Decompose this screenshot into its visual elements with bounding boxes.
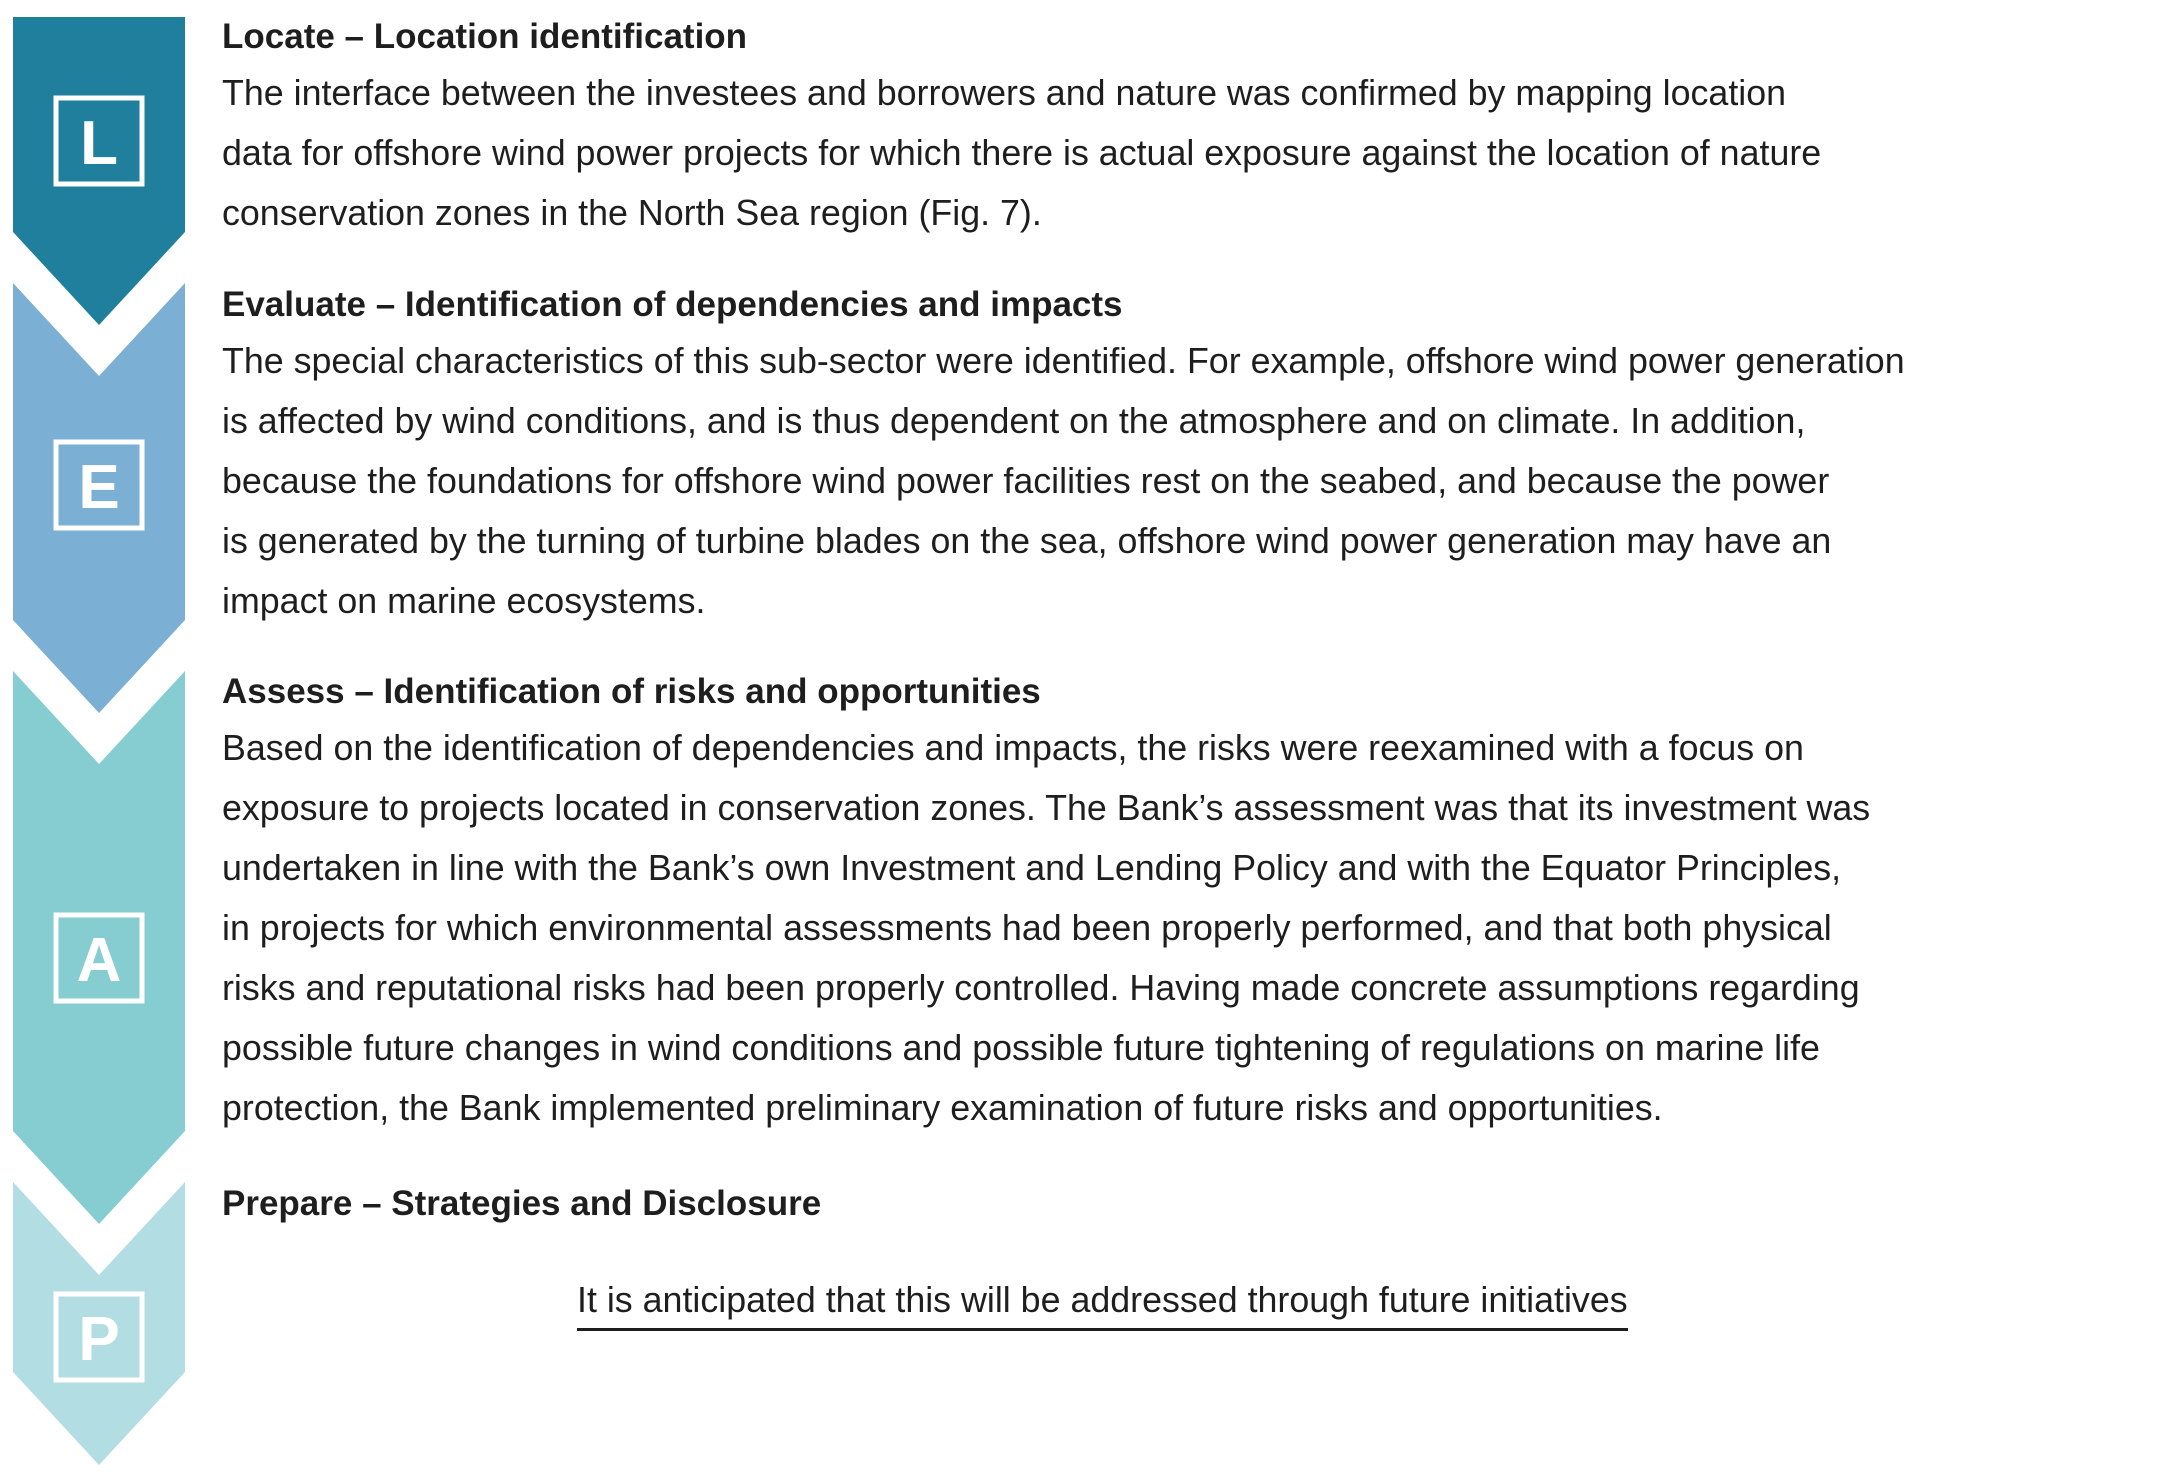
- locate-letter: L: [80, 109, 118, 178]
- assess-description-line: Based on the identification of dependencies and impacts, the risks were reexamined with a focus on: [222, 728, 1804, 768]
- assess-description-line: undertaken in line with the Bank’s own Investment and Lending Policy and with the Equator Principles,: [222, 848, 1842, 888]
- prepare-note-wrapper: [577, 1278, 1628, 1331]
- locate-description-line: data for offshore wind power projects for which there is actual exposure against the location of nature: [222, 133, 1822, 173]
- assess-description-line: risks and reputational risks had been properly controlled. Having made concrete assumptions regarding: [222, 968, 1860, 1008]
- evaluate-title: Evaluate – Identification of dependencies and impacts: [222, 285, 1123, 324]
- locate-title: Locate – Location identification: [222, 17, 748, 56]
- leap-chevron-column: [0, 0, 200, 1472]
- prepare-letter: P: [78, 1305, 120, 1374]
- prepare-chevron: [13, 1182, 185, 1465]
- locate-chevron: [13, 17, 185, 325]
- evaluate-description-line: The special characteristics of this sub-sector were identified. For example, offshore wind power generation: [222, 341, 1905, 381]
- assess-letter: A: [76, 926, 122, 995]
- assess-description-line: in projects for which environmental assessments had been properly performed, and that both physical: [222, 908, 1832, 948]
- assess-description: [222, 718, 2168, 1138]
- evaluate-description-line: is generated by the turning of turbine blades on the sea, offshore wind power generation may have an: [222, 521, 1832, 561]
- locate-description-line: conservation zones in the North Sea region (Fig. 7).: [222, 193, 1042, 233]
- assess-description-line: possible future changes in wind conditions and possible future tightening of regulations on marine life: [222, 1028, 1820, 1068]
- locate-description: [222, 63, 2168, 243]
- evaluate-description-line: impact on marine ecosystems.: [222, 581, 706, 621]
- assess-description-line: exposure to projects located in conservation zones. The Bank’s assessment was that its investment was: [222, 788, 1871, 828]
- prepare-note: It is anticipated that this will be addressed through future initiatives: [577, 1278, 1628, 1331]
- assess-chevron: [13, 671, 185, 1224]
- assess-title: Assess – Identification of risks and opportunities: [222, 672, 1041, 711]
- locate-section: [222, 17, 2168, 243]
- evaluate-letter: E: [78, 453, 120, 522]
- locate-description-line: The interface between the investees and borrowers and nature was confirmed by mapping location: [222, 73, 1787, 113]
- assess-description-line: protection, the Bank implemented preliminary examination of future risks and opportunities.: [222, 1088, 1663, 1128]
- evaluate-description-line: is affected by wind conditions, and is thus dependent on the atmosphere and on climate. In addition,: [222, 401, 1806, 441]
- evaluate-description: [222, 331, 2168, 631]
- prepare-title: Prepare – Strategies and Disclosure: [222, 1184, 822, 1223]
- prepare-section: [222, 1184, 2168, 1224]
- assess-section: [222, 672, 2168, 1138]
- evaluate-chevron: [13, 283, 185, 713]
- evaluate-section: [222, 285, 2168, 631]
- evaluate-description-line: because the foundations for offshore wind power facilities rest on the seabed, and because the power: [222, 461, 1830, 501]
